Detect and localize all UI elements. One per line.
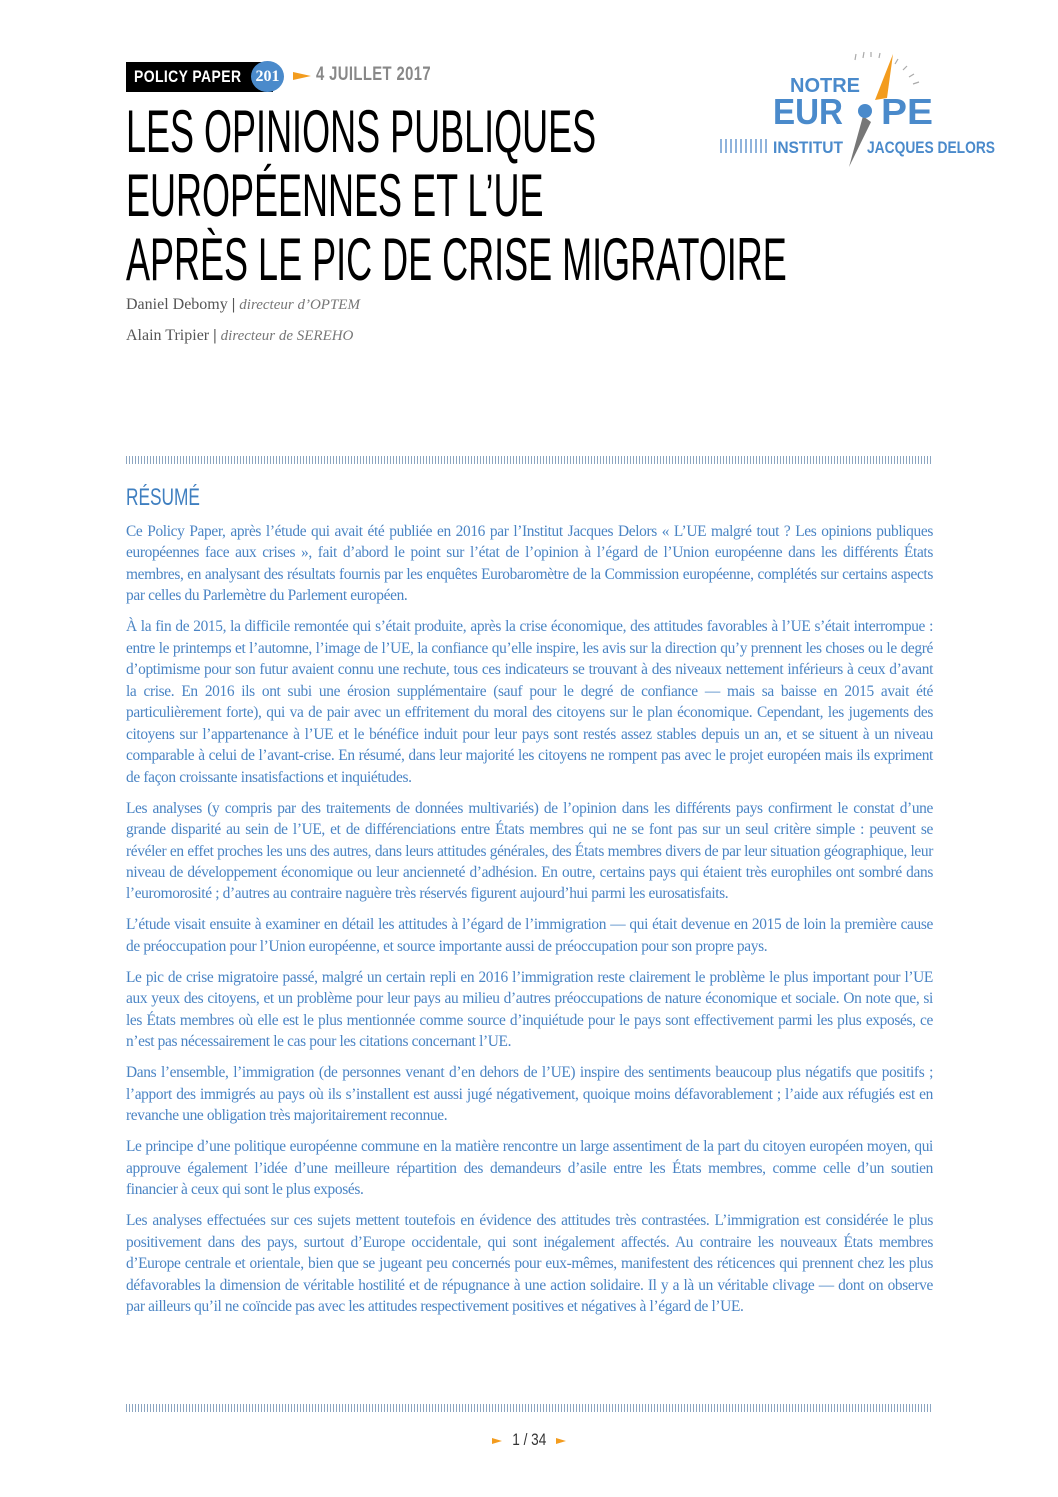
divider <box>126 1404 933 1412</box>
paragraph: Le pic de crise migratoire passé, malgré un certain repli en 2016 l’immigration reste clairement le problème le plus important pour l’UE aux yeux des citoyens, et un problème pour leur pays au milieu d’autres préoccupations de nature économique et sociale. On note que, si les États membres où elle est le plus mentionnée comme source d’inquiétude pour le pays sont effectivement parmi les plus exposés, ce n’est pas nécessairement le cas pour les citations concernant l’UE. <box>126 968 933 1051</box>
svg-text:NOTRE: NOTRE <box>790 75 860 97</box>
publication-date: 4 JUILLET 2017 <box>316 64 432 85</box>
issue-number: 201 <box>251 61 284 92</box>
svg-text:PE: PE <box>881 91 933 132</box>
paragraph: Les analyses effectuées sur ces sujets mettent toutefois en évidence des attitudes très contrastées. L’immigration est considérée le plus positivement dans des pays, surtout d’Europe occidentale, qui sont inégalement affectés. Au contraire les nouveaux États membres d’Europe centrale et orientale, bien que se jugeant peu concernés pour eux-mêmes, manifestent des réticences qui prennent chez les plus défavorables la dimension de véritable hostilité et de répugnance à une action solidaire. Il y a là un véritable clivage — dont on observe par ailleurs qu’il ne coïncide pas avec les attitudes respectivement positives et négatives à l’égard de l’UE. <box>126 1212 933 1316</box>
page-number: 1 / 34 <box>511 1430 547 1449</box>
paragraph: Ce Policy Paper, après l’étude qui avait été publiée en 2016 par l’Institut Jacques Delors « L’UE malgré tout ? Les opinions publiques européennes face aux crises », fait d’abord le point sur l’état de l’opinion à l’égard de l’Union européenne dans les différents États membres, en analysant des résultats fournis par les enquêtes Eurobaromètre de la Commission européenne, complétés sur certains aspects par celles du Parlemètre du Parlement européen. <box>126 523 933 605</box>
arrow-icon <box>492 1438 502 1444</box>
author: Daniel Debomy | directeur d’OPTEM <box>126 296 360 313</box>
page-footer <box>0 1430 1058 1450</box>
authors <box>126 296 360 358</box>
paragraph: Les analyses (y compris par des traitements de données multivariés) de l’opinion dans les différents pays confirment le constat d’une grande disparité au sein de l’UE, et de différenciations entre États membres qui ne se font pas sur un seul critère simple : peuvent se révéler en effet proches les uns des autres, dans leurs attitudes générales, des États membres divers de par leur situation géographique, leur niveau de développement économique ou leur ancienneté d’adhésion. En outre, certains pays qui étaient très europhiles ont sombré dans l’euromorosité ; d’autres au contraire naguère très réservés figurent aujourd’hui parmi les eurosatisfaits. <box>126 799 933 903</box>
summary-heading: RÉSUMÉ <box>126 484 200 511</box>
paragraph: L’étude visait ensuite à examiner en détail les attitudes à l’égard de l’immigration — qui était devenue en 2015 de loin la première cause de préoccupation pour l’Union européenne, et source importante aussi de préoccupation pour son propre pays. <box>126 916 933 955</box>
paragraph: À la fin de 2015, la difficile remontée qui s’était produite, après la crise économique, des attitudes favorables à l’UE s’était interrompue : entre le printemps et l’automne, l’image de l’UE, la confiance qu’elle inspire, les avis sur la direction qu’y prennent les choses ou le degré d’optimisme pour son futur avaient connu une rechute, tous ces indicateurs se trouvant à des niveaux nettement inférieurs à ceux d’avant la crise. En 2016 ils ont subi une érosion supplémentaire (sauf pour le degré de confiance — mais sa baisse en 2015 avait été particulièrement forte), qui va de pair avec un effritement du moral des citoyens sur le plan économique. Cependant, les jugements des citoyens sur l’appartenance à l’UE et le bénéfice induit pour leur pays sont restés assez stables depuis un an, et se situent à un niveau comparable à celui de l’avant-crise. En résumé, dans leur majorité les citoyens ne rompent pas avec le projet européen mais ils expriment de façon croissante insatisfactions et inquiétudes. <box>126 618 933 786</box>
svg-text:JACQUES DELORS: JACQUES DELORS <box>867 138 995 157</box>
summary-body <box>126 521 933 1327</box>
svg-text:INSTITUT: INSTITUT <box>773 138 844 157</box>
arrow-icon <box>556 1438 566 1444</box>
paragraph: Le principe d’une politique européenne commune en la matière rencontre un large assentiment de la part du citoyen européen moyen, qui approuve également l’idée d’une meilleure répartition des demandeurs d’asile entre les États membres, comme celle d’un soutien financier à ceux qui sont le plus exposés. <box>126 1138 933 1199</box>
arrow-icon <box>293 72 311 80</box>
notre-europe-logo <box>715 52 1005 172</box>
series-badge: POLICY PAPER <box>126 62 273 92</box>
svg-text:EUR: EUR <box>773 91 843 132</box>
author: Alain Tripier | directeur de SEREHO <box>126 327 354 344</box>
page-title: LES OPINIONS PUBLIQUES EUROPÉENNES ET L’UE APRÈS LE PIC DE CRISE MIGRATOIRE <box>126 98 787 293</box>
paragraph: Dans l’ensemble, l’immigration (de personnes venant d’en dehors de l’UE) inspire des sentiments beaucoup plus négatifs que positifs ; l’apport des immigrés au pays où ils s’installent est aussi jugé négativement, quoique moins défavorablement ; l’aide aux réfugiés est en revanche une obligation très majoritairement reconnue. <box>126 1064 933 1125</box>
divider <box>126 456 933 464</box>
